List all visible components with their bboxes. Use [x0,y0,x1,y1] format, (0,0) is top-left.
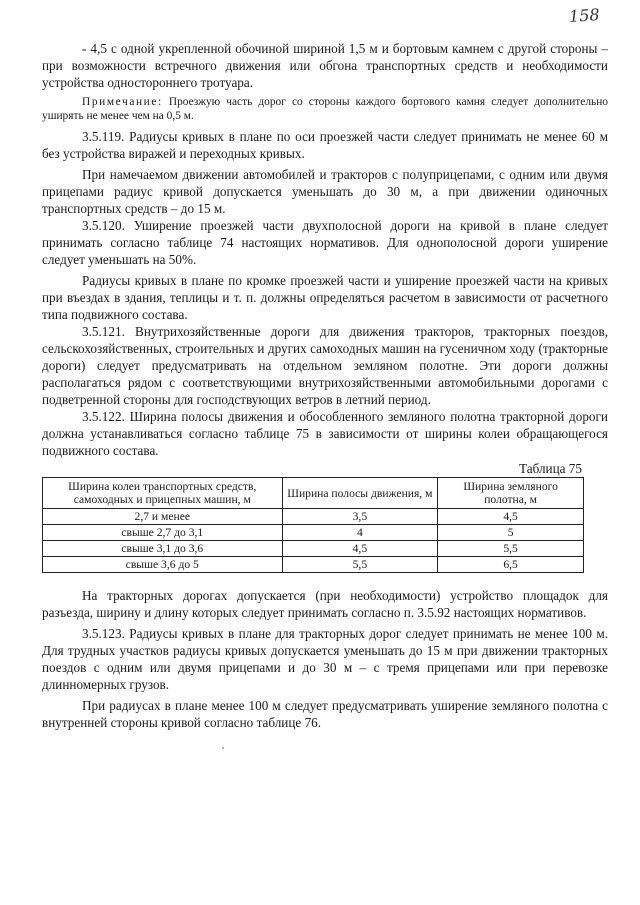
scan-speck [222,747,224,749]
paragraph-passing-areas: На тракторных дорогах допускается (при необходимости) устройство площадок для разъезда, ширину и длину которых следует принимать согласно п. 3.5.92 настоящих нормативов. [42,588,608,620]
table-cell: 5,5 [282,557,438,573]
table-row [43,525,584,541]
note-text: Проезжую часть дорог со стороны каждого бортового камня следует дополнительно уширять не менее чем на 0,5 м. [42,96,608,122]
page-number: 158 [568,4,601,27]
table-cell: свыше 2,7 до 3,1 [43,525,283,541]
paragraph-top-1: - 4,5 с одной укрепленной обочиной шириной 1,5 м и бортовым камнем с другой стороны – при возможности встречного движения или обгона транспортных средств и необходимости устройства одностороннего тротуара. [42,41,608,90]
paragraph-curve-radii: Радиусы кривых в плане по кромке проезжей части и уширение проезжей части на кривых при въездах в здания, теплицы и т. п. должны определяться расчетом в зависимости от расчетного типа подвижного состава. [42,273,608,322]
paragraph-3-5-123: 3.5.123. Радиусы кривых в плане для тракторных дорог следует принимать не менее 100 м. Для трудных участков радиусы кривых допускается уменьшать до 15 м при движении тракторных поездов с одним или двумя прицепами и до 30 м – с тремя прицепами или при перевозке длинномерных грузов. [42,626,608,692]
table-cell: 4,5 [282,541,438,557]
paragraph-3-5-119: 3.5.119. Радиусы кривых в плане по оси проезжей части следует принимать не менее 60 м без устройства виражей и переходных кривых. [42,129,608,161]
paragraph-3-5-121: 3.5.121. Внутрихозяйственные дороги для движения тракторов, тракторных поездов, сельскохозяйственных, строительных и других самоходных машин на гусеничном ходу (тракторные дороги) следует предусматривать на отдельном земляном полотне. Эти дороги должны располагаться рядом с соответствующими внутрихозяйственными автомобильными дорогами с подветренной стороны для господствующих ветров в летний период. [42,324,608,407]
table-cell: 3,5 [282,509,438,525]
paragraph-roadbed-widening: При радиусах в плане менее 100 м следует предусматривать уширение земляного полотна с внутренней стороны кривой согласно таблице 76. [42,698,608,730]
table-header-row [43,478,584,509]
table-header-track-width: Ширина колеи транспортных средств, самоходных и прицепных машин, м [43,478,283,509]
note-label: Примечание: [82,96,163,108]
table-caption: Таблица 75 [519,461,582,476]
table-row [43,557,584,573]
table-cell: 6,5 [438,557,584,573]
table-cell: 5,5 [438,541,584,557]
paragraph-3-5-122: 3.5.122. Ширина полосы движения и обособленного земляного полотна тракторной дороги должна устанавливаться согласно таблице 75 в зависимости от ширины колеи обращающегося подвижного состава. [42,409,608,458]
table-row [43,541,584,557]
paragraph-3-5-120: 3.5.120. Уширение проезжей части двухполосной дороги на кривой в плане следует принимать согласно таблице 74 настоящих нормативов. Для однополосной дороги уширение следует уменьшать на 50%. [42,218,608,267]
table-75 [42,477,584,573]
table-cell: 4,5 [438,509,584,525]
table-header-roadbed-width: Ширина земляного полотна, м [438,478,584,509]
table-cell: свыше 3,6 до 5 [43,557,283,573]
table-cell: 4 [282,525,438,541]
table-cell: 5 [438,525,584,541]
note [42,95,608,123]
table-header-lane-width: Ширина полосы движения, м [282,478,438,509]
table-cell: свыше 3,1 до 3,6 [43,541,283,557]
table-cell: 2,7 и менее [43,509,283,525]
paragraph-trailers: При намечаемом движении автомобилей и тракторов с полуприцепами, с одним или двумя прицепами радиус кривой допускается уменьшать до 30 м, а при движении одиночных транспортных средств – до 15 м. [42,167,608,216]
table-row [43,509,584,525]
document-body [42,40,608,731]
